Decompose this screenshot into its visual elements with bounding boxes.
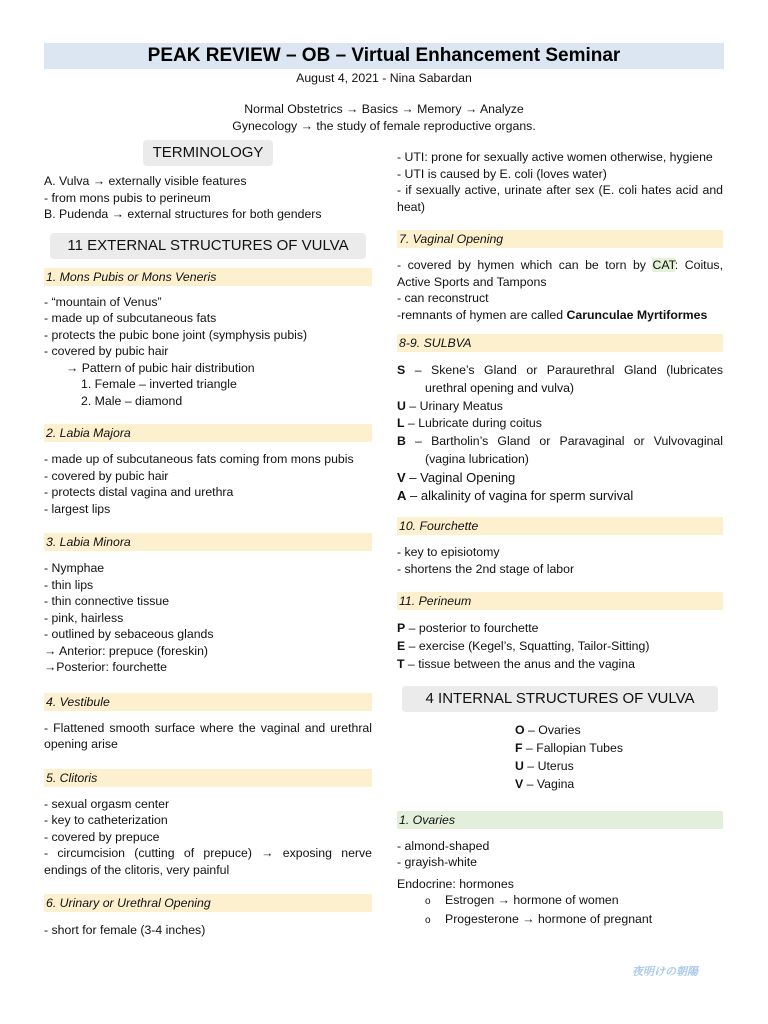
fuvo-list	[397, 722, 723, 793]
letter: U	[515, 758, 524, 773]
item-text: – tissue between the anus and the vagina	[404, 657, 635, 672]
list-item	[397, 433, 723, 469]
item-text: – alkalinity of vagina for sperm survival	[406, 487, 634, 503]
list-item: 1. Female – inverted triangle	[81, 377, 237, 391]
vaginal-text	[397, 257, 723, 290]
uti-intro: - UTI: prone for sexually active women otherwise, hygiene	[397, 150, 713, 164]
intro-line-2: Gynecology → the study of female reproductive organs.	[232, 119, 536, 133]
list-item: - key to episiotomy	[397, 545, 500, 560]
fourchette-list	[397, 544, 723, 577]
list-item: - Nymphae	[44, 561, 105, 575]
list-item: - made up of subcutaneous fats	[44, 311, 217, 325]
list-item: →Posterior: fourchette	[44, 660, 168, 674]
letter: V	[397, 469, 406, 485]
endocrine-label: Endocrine: hormones	[397, 876, 514, 891]
list-item: - almond-shaped	[397, 838, 490, 853]
list-item	[515, 722, 723, 740]
section-heading-vestibule: 4. Vestibule	[44, 693, 372, 711]
list-item	[397, 637, 723, 655]
item-text: – Vagina	[523, 776, 575, 791]
list-item: - key to catheterization	[44, 813, 168, 827]
list-item: - thin lips	[44, 577, 94, 592]
item-text: – Vaginal Opening	[405, 469, 516, 485]
list-item	[397, 911, 723, 930]
majora-list	[44, 451, 372, 517]
letter: O	[515, 723, 525, 738]
list-item	[397, 619, 723, 637]
minora-list	[44, 560, 372, 676]
item-text: – exercise (Kegel’s, Squatting, Tailor-Sitting)	[405, 639, 650, 654]
list-item	[515, 776, 723, 794]
list-item	[397, 487, 723, 505]
list-item: - can reconstruct	[397, 291, 489, 305]
date-author: August 4, 2021 - Nina Sabardan	[296, 71, 472, 85]
letter: P	[397, 621, 406, 636]
list-item: - shortens the 2nd stage of labor	[397, 561, 575, 576]
list-item	[515, 740, 723, 758]
list-item: - from mons pubis to perineum	[44, 190, 211, 205]
list-item	[397, 892, 723, 911]
ovaries-list	[397, 838, 723, 930]
item-text: – Lubricate during coitus	[404, 416, 542, 431]
page-title: PEAK REVIEW – OB – Virtual Enhancement Seminar	[147, 45, 621, 66]
circle-bullet-icon: o	[425, 896, 431, 908]
list-item: - outlined by sebaceous glands	[44, 627, 214, 641]
list-item	[397, 362, 723, 398]
item-text: – Uterus	[523, 758, 574, 773]
item-text: – Bartholin’s Gland or Paravaginal or Vulvovaginal (vagina lubrication)	[405, 434, 723, 466]
list-item: - thin connective tissue	[44, 594, 170, 608]
section-heading-urinary: 6. Urinary or Urethral Opening	[44, 894, 372, 912]
circle-bullet-icon: o	[425, 914, 431, 926]
list-item: - short for female (3-4 inches)	[44, 923, 206, 937]
letter: V	[515, 776, 524, 791]
list-item	[397, 415, 723, 433]
letter: T	[397, 657, 405, 672]
list-item: - covered by prepuce	[44, 829, 160, 844]
perineum-list	[397, 619, 723, 673]
cat-highlight: CAT	[652, 258, 675, 272]
list-item: → Anterior: prepuce (foreskin)	[44, 643, 209, 658]
vaginal-text-b: : Coitus, Active Sports and Tampons	[397, 258, 723, 289]
right-column	[397, 149, 723, 929]
list-item: - “mountain of Venus”	[44, 294, 162, 309]
item-text: – Fallopian Tubes	[522, 741, 624, 756]
section-heading-vaginal: 7. Vaginal Opening	[397, 230, 723, 248]
vestibule-text: - Flattened smooth surface where the vaginal and urethral opening arise	[44, 720, 372, 751]
list-item: - sexual orgasm center	[44, 796, 170, 811]
list-item: - grayish-white	[397, 855, 477, 870]
list-item	[397, 307, 723, 324]
list-item	[397, 469, 723, 487]
section-heading-minora: 3. Labia Minora	[44, 533, 372, 551]
letter: S	[397, 363, 406, 377]
list-item: - made up of subcutaneous fats coming from mons pubis	[44, 452, 354, 466]
letter: F	[515, 741, 523, 756]
internal-structures-heading: 4 INTERNAL STRUCTURES OF VULVA	[402, 686, 718, 712]
list-item: - protects distal vagina and urethra	[44, 485, 234, 499]
section-heading-clitoris: 5. Clitoris	[44, 769, 372, 787]
terminology-list	[44, 173, 372, 223]
list-item: - if sexually active, urinate after sex (E. coli hates acid and heat)	[397, 183, 723, 214]
section-heading-fourchette: 10. Fourchette	[397, 517, 723, 535]
list-item: - protects the pubic bone joint (symphysis pubis)	[44, 327, 308, 342]
sulbva-list	[397, 362, 723, 504]
section-heading-mons: 1. Mons Pubis or Mons Veneris	[44, 268, 372, 286]
list-item: - UTI is caused by E. coli (loves water)	[397, 166, 607, 181]
list-item: → Pattern of pubic hair distribution	[66, 360, 255, 375]
list-item: - largest lips	[44, 501, 111, 516]
watermark: 夜明けの朝陽	[632, 966, 698, 978]
vaginal-text-a: - covered by hymen which can be torn by	[397, 258, 653, 272]
letter: A	[397, 487, 407, 503]
section-heading-majora: 2. Labia Majora	[44, 424, 372, 442]
letter: E	[397, 639, 406, 654]
intro-line-1: Normal Obstetrics → Basics → Memory → Analyze	[244, 102, 524, 116]
list-item	[515, 758, 723, 776]
list-item: A. Vulva → externally visible features	[44, 174, 247, 188]
item-text: – Ovaries	[524, 723, 581, 738]
mons-list	[44, 294, 372, 410]
title-bar	[44, 43, 724, 69]
remnants-text: -remnants of hymen are called	[397, 307, 567, 322]
left-column	[44, 140, 372, 939]
list-item: B. Pudenda → external structures for both genders	[44, 207, 322, 221]
letter: B	[397, 434, 406, 449]
item-text: Progesterone → hormone of pregnant	[445, 911, 653, 926]
external-structures-heading: 11 EXTERNAL STRUCTURES OF VULVA	[50, 233, 366, 259]
list-item	[397, 398, 723, 416]
list-item: - covered by pubic hair	[44, 468, 169, 483]
list-item: - pink, hairless	[44, 610, 124, 625]
clitoris-list	[44, 796, 372, 879]
section-heading-perineum: 11. Perineum	[397, 592, 723, 610]
item-text: Estrogen → hormone of women	[445, 893, 619, 908]
terminology-heading: TERMINOLOGY	[143, 140, 273, 166]
item-text: – Urinary Meatus	[405, 398, 503, 413]
letter: U	[397, 398, 406, 413]
list-item: 2. Male – diamond	[81, 393, 183, 408]
list-item: - covered by pubic hair	[44, 344, 169, 358]
list-item: - circumcision (cutting of prepuce) → exposing nerve endings of the clitoris, very painful	[44, 846, 372, 877]
list-item	[397, 655, 723, 673]
section-heading-sulbva: 8-9. SULBVA	[397, 334, 723, 352]
section-heading-ovaries: 1. Ovaries	[397, 811, 723, 829]
remnants-bold: Carunculae Myrtiformes	[566, 307, 708, 322]
item-text: – Skene’s Gland or Paraurethral Gland (lubricates urethral opening and vulva)	[405, 363, 723, 395]
item-text: – posterior to fourchette	[405, 621, 539, 636]
letter: L	[397, 416, 405, 431]
urinary-list	[44, 922, 372, 939]
